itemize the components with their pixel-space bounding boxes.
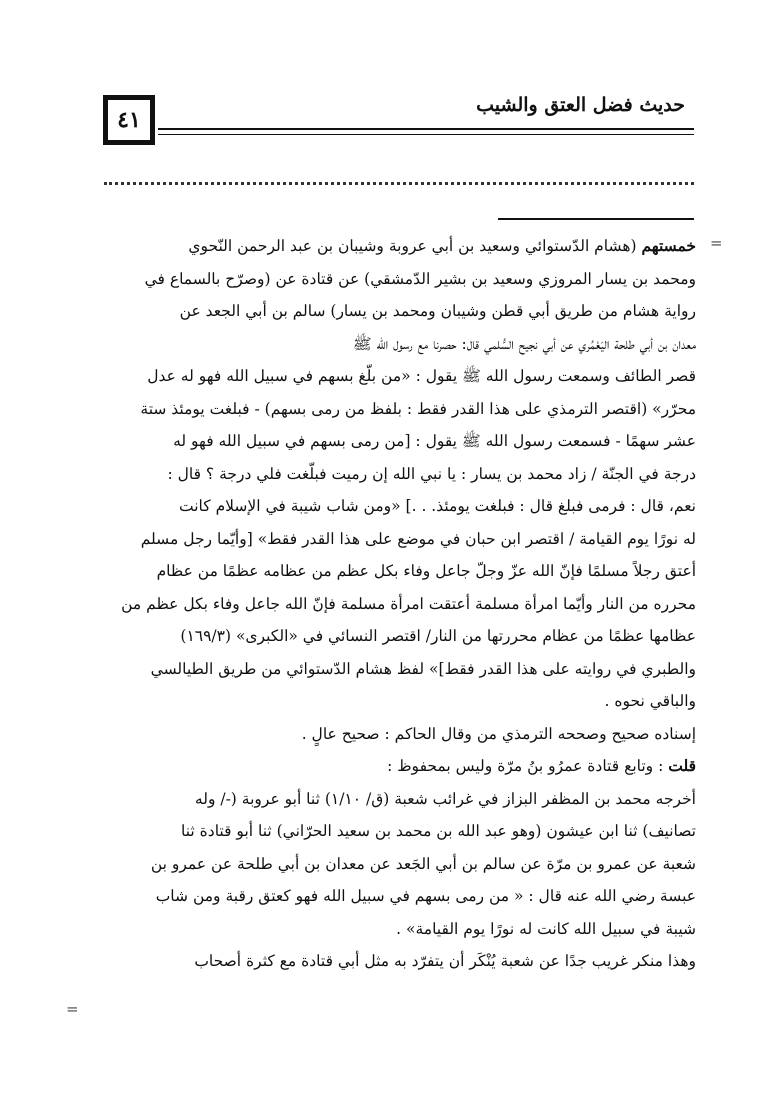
body-text xyxy=(96,230,696,978)
line-text: محرّر» (اقتصر الترمذي على هذا القدر فقط : بلفظ من رمى بسهم) - فبلغت يومئذ ستة xyxy=(140,399,696,418)
text-line xyxy=(96,913,696,946)
line-text: رواية هشام من طريق أبي قطن وشيبان ومحمد بن يسار) سالم بن أبي الجعد عن xyxy=(179,302,696,320)
line-text: له نورًا يوم القيامة / اقتصر ابن حبان في موضع على هذا القدر فقط» [وأيّما رجل مسلم xyxy=(140,529,696,548)
text-line xyxy=(96,360,696,393)
text-line xyxy=(96,848,696,881)
margin-mark-top: = xyxy=(710,234,723,252)
text-line xyxy=(96,523,696,556)
text-line xyxy=(96,880,696,913)
line-text: شيبة في سبيل الله كانت له نورًا يوم القيامة» . xyxy=(396,919,696,938)
text-line xyxy=(96,490,696,523)
line-text: ومحمد بن يسار المروزي وسعيد بن بشير الدّمشقي) عن قتادة عن (وصرّح بالسماع في xyxy=(144,269,696,288)
header-rule xyxy=(158,128,694,130)
line-text: معدان بن أبي طلحة اليَعْمُري عن أبي نجيح السُّلمي قال: حصرنا مع رسول الله ﷺ xyxy=(352,334,696,353)
line-text: درجة في الجنّة / زاد محمد بن يسار : يا نبي الله إن رميت فبلّغت فلي درجة ؟ قال : xyxy=(167,464,696,483)
line-text: نعم، قال : فرمى فبلغ قال : فبلغت يومئذ. . .] «ومن شاب شيبة في الإسلام كانت xyxy=(179,497,696,515)
margin-mark-bottom: = xyxy=(66,1000,79,1018)
line-text: وهذا منكر غريب جدًا عن شعبة يُنْكَر أن يتفرّد به مثل أبي قتادة مع كثرة أصحاب xyxy=(194,952,696,970)
line-text: والباقي نحوه . xyxy=(604,692,696,710)
line-text: قصر الطائف وسمعت رسول الله ﷺ يقول : «من بلّغ بسهم في سبيل الله فهو له عدل xyxy=(147,367,696,385)
text-line xyxy=(96,230,696,263)
running-header-title: حديث فضل العتق والشيب xyxy=(476,94,685,116)
text-line xyxy=(96,295,696,328)
text-line xyxy=(96,263,696,296)
line-text: شعبة عن عمرو بن مرّة عن سالم بن أبي الجَعد عن معدان بن أبي طلحة عن عمرو بن xyxy=(150,854,696,873)
text-line xyxy=(96,783,696,816)
line-text: أعتق رجلاً مسلمًا فإنّ الله عزّ وجلّ جاعل وفاء بكل عظم من عظامه عظمًا من عظام xyxy=(156,562,696,580)
line-text: أخرجه محمد بن المظفر البزاز في غرائب شعبة (ق/ ١/١٠) ثنا أبو عروبة (-/ وله xyxy=(194,789,696,808)
header-rule-thin xyxy=(158,134,694,135)
line-text: عظامها عظمًا من عظام محررتها من النار/ اقتصر النسائي في «الكبرى» (١٦٩/٣) xyxy=(180,627,696,645)
text-line xyxy=(96,750,696,783)
dotted-separator xyxy=(104,182,694,185)
page-number: ٤١ xyxy=(103,95,155,145)
text-line xyxy=(96,945,696,978)
section-rule xyxy=(498,218,694,220)
line-text: محرره من النار وأيّما امرأة مسلمة أعتقت امرأة مسلمة فإنّ الله جاعل وفاء بكل عظم من xyxy=(121,594,696,613)
line-text: : وتابع قتادة عمرُو بنُ مرّة وليس بمحفوظ : xyxy=(387,757,669,775)
text-line xyxy=(96,653,696,686)
text-line xyxy=(96,555,696,588)
line-text: (هشام الدّستوائي وسعيد بن أبي عروبة وشيبان بن عبد الرحمن النّحوي xyxy=(188,237,642,255)
bold-lead-word: قلت xyxy=(668,756,696,775)
text-line xyxy=(96,815,696,848)
line-text: عبسة رضي الله عنه قال : « من رمى بسهم في سبيل الله فهو كعتق رقبة ومن شاب xyxy=(155,887,696,905)
line-text: والطبري في روايته على هذا القدر فقط]» لفظ هشام الدّستوائي من طريق الطيالسي xyxy=(150,659,696,678)
text-line xyxy=(96,620,696,653)
text-line xyxy=(96,588,696,621)
line-text: تصانيف) ثنا ابن عيشون (وهو عبد الله بن محمد بن سعيد الحرّاني) ثنا أبو قتادة ثنا xyxy=(181,822,696,840)
text-line xyxy=(96,393,696,426)
text-line xyxy=(96,685,696,718)
bold-lead-word: خمستهم xyxy=(641,236,696,255)
text-line xyxy=(96,328,696,361)
text-line xyxy=(96,458,696,491)
line-text: إسناده صحيح وصححه الترمذي من وقال الحاكم : صحيح عالٍ . xyxy=(301,724,696,743)
text-line xyxy=(96,425,696,458)
line-text: عشر سهمًا - فسمعت رسول الله ﷺ يقول : [من رمى بسهم في سبيل الله فهو له xyxy=(173,432,696,450)
text-line xyxy=(96,718,696,751)
